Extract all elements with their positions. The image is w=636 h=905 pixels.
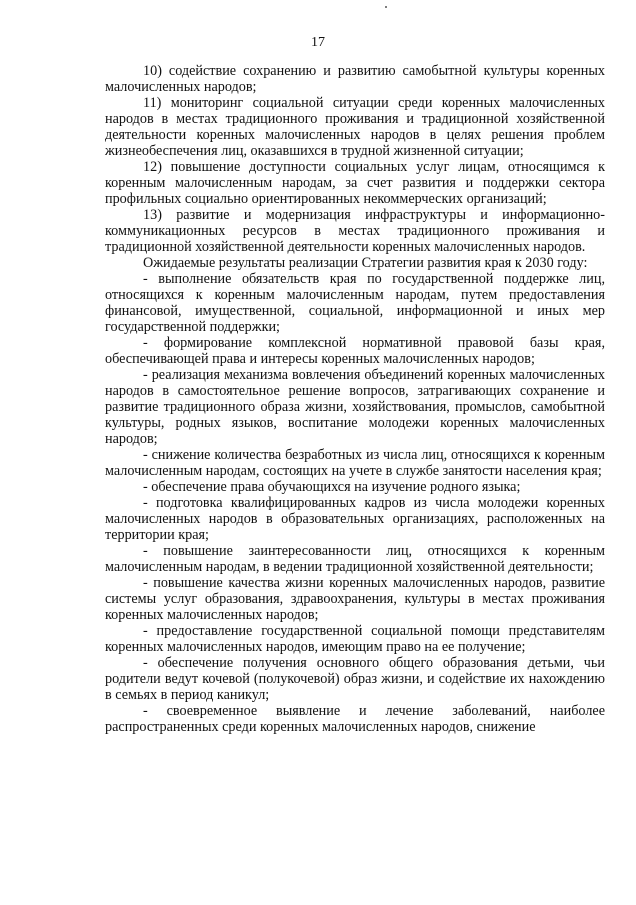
expected-results-heading: Ожидаемые результаты реализации Стратегии развития края к 2030 году: — [143, 255, 588, 271]
result-item: - формирование комплексной нормативной правовой базы края, обеспечивающей права и интересы коренных малочисленных народов; — [105, 335, 605, 367]
result-item: - предоставление государственной социальной помощи представителям коренных малочисленных народов, имеющим право на ее получение; — [105, 623, 605, 655]
paragraph-item-13: 13) развитие и модернизация инфраструктуры и информационно-коммуникационных ресурсов в местах традиционного проживания и традиционной хозяйственной деятельности коренных малочисленных народов. — [105, 207, 605, 255]
paragraph-item-11: 11) мониторинг социальной ситуации среди коренных малочисленных народов в местах традиционного проживания и традиционной хозяйственной деятельности коренных малочисленных народов в целях решения проблем жизнеобеспечения лиц, оказавшихся в трудной жизненной ситуации; — [105, 95, 605, 159]
paragraph-item-10: 10) содействие сохранению и развитию самобытной культуры коренных малочисленных народов; — [105, 63, 605, 95]
result-item: - реализация механизма вовлечения объединений коренных малочисленных народов в самостоятельное решение вопросов, затрагивающих сохранение и развитие традиционного образа жизни, хозяйствования, промыслов, самобытной культуры, родных языков, воспитание молодежи коренных малочисленных народов; — [105, 367, 605, 447]
result-item: - обеспечение права обучающихся на изучение родного языка; — [143, 479, 521, 495]
result-item: - подготовка квалифицированных кадров из числа молодежи коренных малочисленных народов в образовательных организациях, расположенных на территории края; — [105, 495, 605, 543]
paragraph-item-12: 12) повышение доступности социальных услуг лицам, относящимся к коренным малочисленным народам, за счет развития и поддержки сектора профильных социально ориентированных некоммерческих организаций; — [105, 159, 605, 207]
scan-speck — [385, 6, 387, 8]
result-item: - повышение качества жизни коренных малочисленных народов, развитие системы услуг образования, здравоохранения, культуры в местах проживания коренных малочисленных народов; — [105, 575, 605, 623]
document-body — [105, 63, 605, 735]
result-item: - своевременное выявление и лечение заболеваний, наиболее распространенных среди коренных малочисленных народов, снижение — [105, 703, 605, 735]
page-number: 17 — [311, 35, 325, 50]
result-item: - снижение количества безработных из числа лиц, относящихся к коренным малочисленным народам, состоящих на учете в службе занятости населения края; — [105, 447, 605, 479]
result-item: - повышение заинтересованности лиц, относящихся к коренным малочисленным народам, в ведении традиционной хозяйственной деятельности; — [105, 543, 605, 575]
result-item: - обеспечение получения основного общего образования детьми, чьи родители ведут кочевой (полукочевой) образ жизни, и содействие их нахождению в семьях в период каникул; — [105, 655, 605, 703]
result-item: - выполнение обязательств края по государственной поддержке лиц, относящихся к коренным малочисленным народам, путем предоставления финансовой, имущественной, социальной, информационной и иных мер государственной поддержки; — [105, 271, 605, 335]
